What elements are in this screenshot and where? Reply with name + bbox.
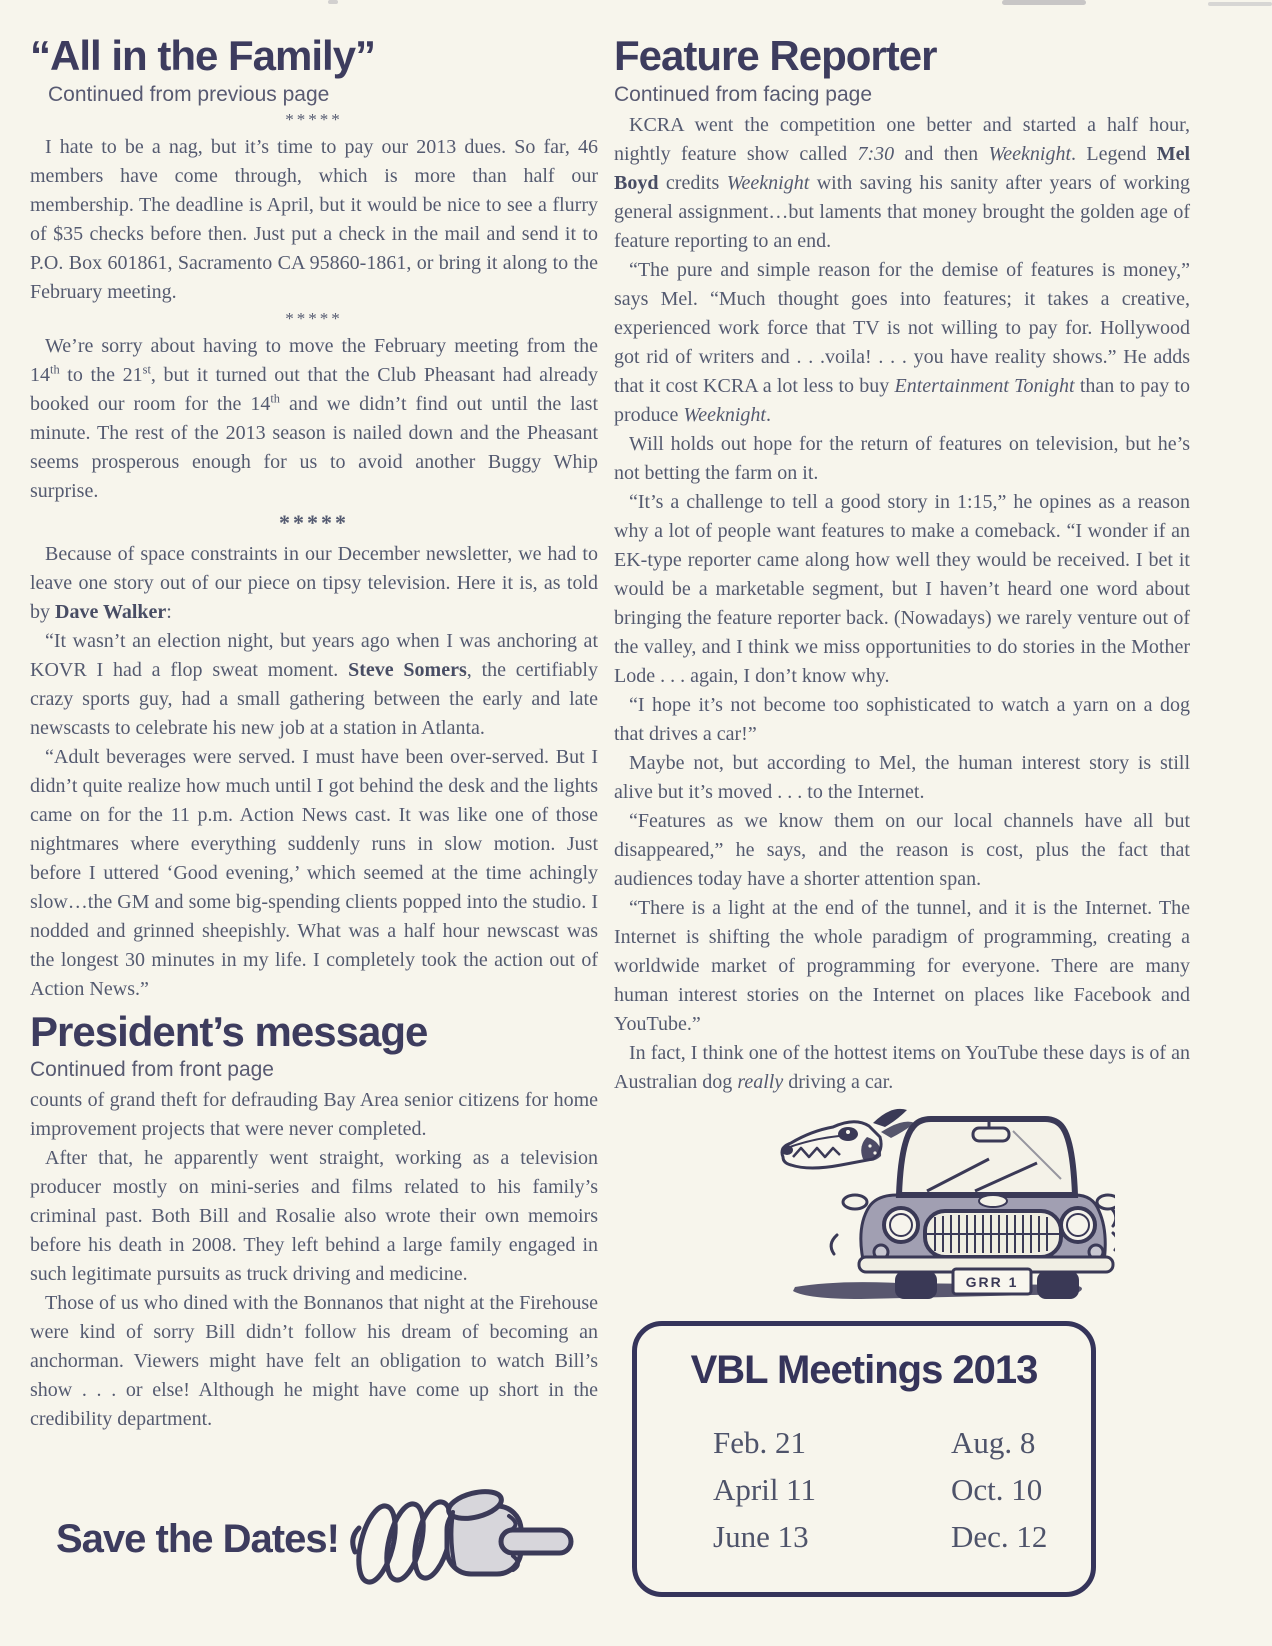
president-article-title: President’s message — [30, 1007, 428, 1055]
meeting-date: Feb. 21 — [713, 1424, 806, 1460]
family-article-subtitle: Continued from previous page — [48, 82, 330, 106]
meeting-date: Oct. 10 — [951, 1471, 1043, 1507]
meeting-date: June 13 — [713, 1518, 809, 1554]
paragraph-meeting-move: We’re sorry about having to move the February meeting from the 14th to the 21st, but it turned out that the Club Pheasant had already booked our room for the 14th and we didn’t find out until the last minute. The rest of the 2013 season is nailed down and the Pheasant seems prosperous enough for us to avoid another Buggy Whip surprise. — [30, 334, 599, 502]
paragraph-dues: I hate to be a nag, but it’s time to pay our 2013 dues. So far, 46 members have come through, which is more than half our membership. The deadline is April, but it would be nice to see a flurry of $35 checks before then. Just put a check in the mail and send it to P.O. Box 601861, Sacramento CA 95860-1861, or bring it along to the February meeting. — [30, 135, 598, 303]
paragraph-went-straight: After that, he apparently went straight, working as a television producer mostly on mini-series and films related to his family’s criminal past. Both Bill and Rosalie also wrote their own memoirs before his death in 2008. They left behind a large family engaged in such legitimate pursuits as truck driving and medicine. — [30, 1147, 598, 1286]
name-mel-boyd: Mel Boyd — [614, 142, 1190, 194]
vbl-dates-column-2 — [951, 1419, 1047, 1560]
paragraph-kovr: “It wasn’t an election night, but years ago when I was anchoring at KOVR I had a flop sweat moment. Steve Somers, the certifiably crazy sports guy, had a small gathering between the early and late newscasts to celebrate his new job at a station in Atlanta. — [30, 629, 598, 739]
scan-artifact — [1002, 0, 1086, 5]
vbl-dates-column-1 — [713, 1419, 855, 1560]
paragraph-counts: counts of grand theft for defrauding Bay Area senior citizens for home improvement projects that were never completed. — [30, 1089, 598, 1141]
save-the-dates-label: Save the Dates! — [56, 1516, 339, 1561]
scan-artifact — [1208, 2, 1272, 6]
section-separator: ***** — [279, 509, 349, 535]
vbl-meetings-box — [632, 1321, 1096, 1597]
paragraph-beverages: “Adult beverages were served. I must have been over-served. But I didn’t quite realize how much until I got behind the desk and the lights came on for the 11 p.m. Action News cast. It was like one of those nightmares where everything suddenly runs in slow motion. Just before I uttered ‘Good evening,’ which seemed at the time achingly slow…the GM and some big-spending clients popped into the studio. I nodded and grinned sheepishly. What was a half hour newscast was the longest 30 minutes in my life. I completely took the action out of Action News.” — [30, 745, 598, 1000]
paragraph-demise: “The pure and simple reason for the demise of features is money,” says Mel. “Much thought goes into features; it takes a creative, experienced work force that TV is not willing to pay for. Hollywood got rid of writers and . . .voila! . . . you have reality shows.” He adds that it cost KCRA a lot less to buy Entertainment Tonight than to pay to produce Weeknight. — [614, 258, 1190, 426]
feature-article-title: Feature Reporter — [614, 32, 937, 79]
paragraph-yarn: “I hope it’s not become too sophisticated to watch a yarn on a dog that drives a car!” — [614, 693, 1190, 745]
meeting-date: April 11 — [713, 1471, 817, 1507]
paragraph-disappeared: “Features as we know them on our local channels have all but disappeared,” he says, and the reason is cost, plus the fact that audiences today have a shorter attention span. — [614, 809, 1190, 890]
left-column — [30, 34, 598, 1600]
feature-article-subtitle: Continued from facing page — [614, 82, 872, 106]
vbl-meetings-dates — [713, 1419, 1091, 1560]
paragraph-tunnel: “There is a light at the end of the tunnel, and it is the Internet. The Internet is shifting the whole paradigm of programming, creating a worldwide market of programming for everyone. There are many human interest stories on the Internet on places like Facebook and YouTube.” — [614, 896, 1190, 1035]
paragraph-story-intro: Because of space constraints in our December newsletter, we had to leave one story out of our piece on tipsy television. Here it is, as told by Dave Walker: — [30, 542, 598, 623]
scan-artifact — [328, 0, 338, 4]
right-column — [614, 34, 1190, 1597]
dog-driving-car-illustration — [777, 1101, 1115, 1305]
paragraph-maybe-not: Maybe not, but according to Mel, the human interest story is still alive but it’s moved . . . to the Internet. — [614, 751, 1190, 803]
vbl-meetings-title: VBL Meetings 2013 — [690, 1347, 1038, 1392]
name-steve-somers: Steve Somers — [348, 658, 467, 681]
meeting-date: Aug. 8 — [951, 1424, 1036, 1460]
pointing-hand-icon — [349, 1478, 577, 1600]
meeting-date: Dec. 12 — [951, 1518, 1048, 1554]
paragraph-bonnanos: Those of us who dined with the Bonnanos that night at the Firehouse were kind of sorry Bill didn’t follow his dream of becoming an anchorman. Viewers might have felt an obligation to watch Bill’s show . . . or else! Although he might have come up short in the credibility department. — [30, 1292, 598, 1431]
family-article-title: “All in the Family” — [30, 32, 376, 79]
section-separator: ***** — [285, 308, 343, 328]
section-separator: ***** — [285, 109, 343, 129]
paragraph-kcra: KCRA went the competition one better and started a half hour, nightly feature show called 7:30 and then Weeknight. Legend Mel Boyd credits Weeknight with saving his sanity after years of working general assignment…but laments that money brought the golden age of feature reporting to an end. — [614, 113, 1190, 252]
paragraph-challenge: “It’s a challenge to tell a good story in 1:15,” he opines as a reason why a lot of people want features to make a comeback. “I wonder if an EK-type reporter came along how well they would be received. I bet it would be a marketable segment, but I haven’t heard one word about bringing the feature reporter back. (Nowadays) we rarely venture out of the valley, and I think we miss opportunities to do stories in the Mother Lode . . . again, I don’t know why. — [614, 490, 1190, 687]
license-plate-text: GRR 1 — [965, 1273, 1019, 1290]
name-dave-walker: Dave Walker — [55, 600, 167, 623]
save-the-dates-banner — [30, 1478, 598, 1600]
paragraph-hope: Will holds out hope for the return of features on television, but he’s not betting the farm on it. — [614, 432, 1190, 484]
president-article-subtitle: Continued from front page — [30, 1058, 274, 1082]
paragraph-youtube-dog: In fact, I think one of the hottest items on YouTube these days is of an Australian dog really driving a car. — [614, 1041, 1190, 1093]
dog-head — [781, 1109, 915, 1168]
